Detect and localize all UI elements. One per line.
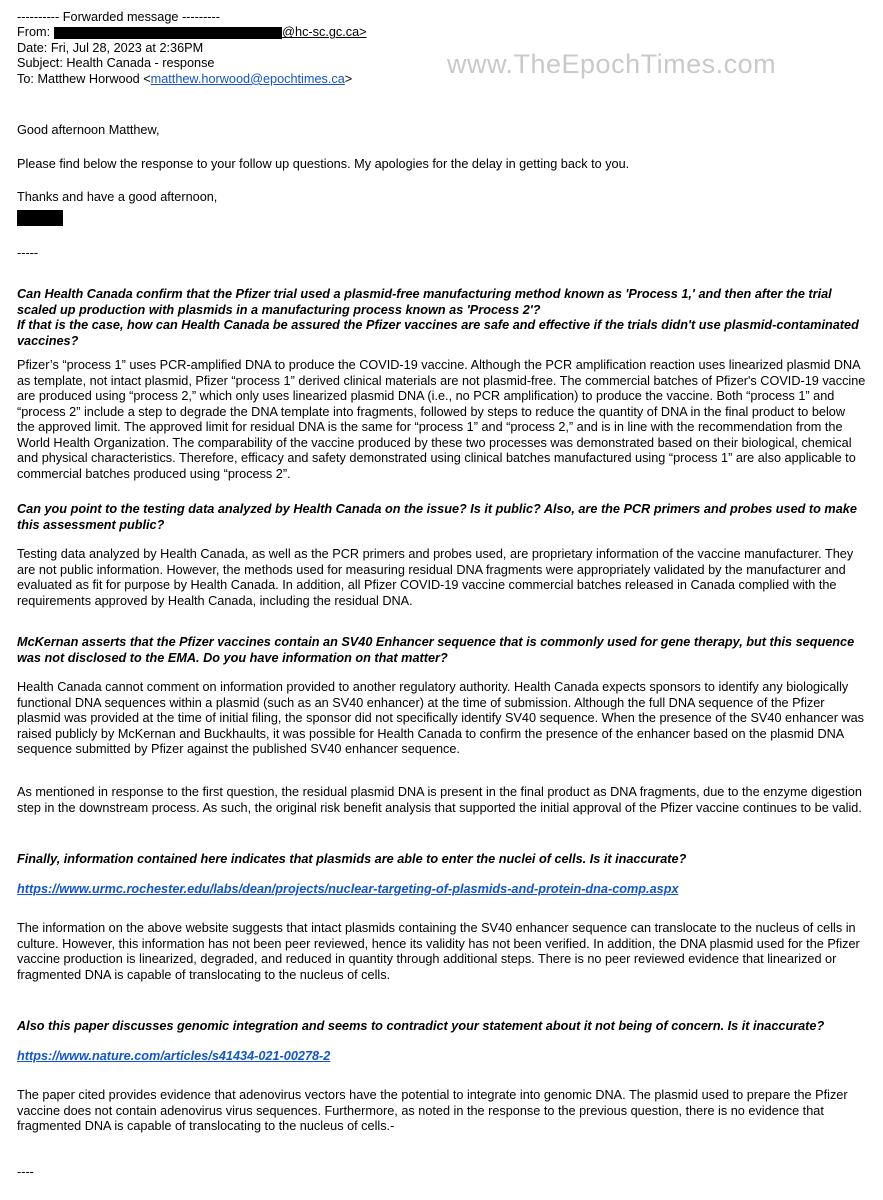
answer-2: Testing data analyzed by Health Canada, as well as the PCR primers and probes used, are proprietary information of the vaccine manufacturer. They are not public information. However, the methods used for measuring residual DNA fragments were appropriately validated by the manufacturer and evaluated as fit for purpose by Health Canada. In addition, all Pfizer COVID-19 vaccine commercial batches released in Canada complied with the requirements approved by Health Canada, including the residual DNA.	[17, 547, 854, 608]
to-line	[17, 72, 866, 87]
question-5: Also this paper discusses genomic integration and seems to contradict your statement about it not being of concern. Is it inaccurate?	[17, 1019, 825, 1034]
subject-line: Subject: Health Canada - response	[17, 56, 215, 71]
date-line: Date: Fri, Jul 28, 2023 at 2:36PM	[17, 40, 204, 55]
answer-5: The paper cited provides evidence that adenovirus vectors have the potential to integrate into genomic DNA. The plasmid used to prepare the Pfizer vaccine does not contain adenovirus virus sequences. Furthermore, as noted in the response to the previous question, there is no evidence that fragmented DNA is capable of translocating to the nucleus of cells.-	[17, 1088, 848, 1134]
question-1-part-1: Can Health Canada confirm that the Pfizer trial used a plasmid-free manufacturing method known as 'Process 1,' and then after the trial scaled up production with plasmids in a manufacturing process known as 'Process 2'?	[17, 287, 832, 317]
answer-3-continued: As mentioned in response to the first question, the residual plasmid DNA is present in the final product as DNA fragments, due to the enzyme digestion step in the downstream process. As such, the original risk benefit analysis that supported the initial approval of the Pfizer vaccine continues to be valid.	[17, 785, 862, 815]
to-email-link[interactable]: matthew.horwood@epochtimes.ca	[150, 71, 345, 86]
urmc-rochester-link[interactable]: https://www.urmc.rochester.edu/labs/dean/projects/nuclear-targeting-of-plasmids-and-protein-dna-comp.aspx	[17, 881, 679, 896]
answer-1: Pfizer’s “process 1” uses PCR-amplified DNA to produce the COVID-19 vaccine. Although the PCR amplification reaction uses linearized plasmid DNA as template, not intact plasmid, Pfizer “process 1” derived clinical materials are not plasmid-free. The commercial batches of Pfizer's COVID-19 vaccine are produced using “process 2,” which only uses linearized plasmid DNA (i.e., no PCR amplification) to produce the vaccine. Both “process 1” and “process 2” include a step to degrade the DNA template into fragments, followed by steps to reduce the quantity of DNA in the final product to below the approved limit. The approved limit for residual DNA is the same for “process 1” and “process 2,” and is in line with the recommendation from the World Health Organization. The comparability of the vaccine produced by these two processes was demonstrated based on their biological, chemical and physical characteristics. Therefore, efficacy and safety demonstrated using clinical batches manufactured using “process 1” are also applicable to commercial batches produced using “process 2”.	[17, 358, 866, 481]
from-redaction-box	[54, 27, 282, 39]
signoff: Thanks and have a good afternoon,	[17, 190, 218, 205]
greeting: Good afternoon Matthew,	[17, 123, 160, 138]
question-3: McKernan asserts that the Pfizer vaccines contain an SV40 Enhancer sequence that is commonly used for gene therapy, but this sequence was not disclosed to the EMA. Do you have information on that matter?	[17, 635, 855, 665]
from-domain: @hc-sc.gc.ca>	[282, 25, 367, 40]
answer-4: The information on the above website suggests that intact plasmids containing the SV40 enhancer sequence can translocate to the nucleus of cells in culture. However, this information has not been peer reviewed, hence its validity has not been verified. In addition, the DNA plasmid used for the Pfizer vaccine production is linearized, degraded, and reduced in quantity through additional steps. There is no peer reviewed evidence that linearized or fragmented DNA is capable of translocating to the nucleus of cells.	[17, 921, 860, 982]
to-label: To: Matthew Horwood <	[17, 71, 151, 86]
forwarded-message-label: ---------- Forwarded message ---------	[17, 10, 220, 24]
answer-3: Health Canada cannot comment on information provided to another regulatory authority. Health Canada expects sponsors to identify any biologically functional DNA sequences within a plasmid (such as an SV40 enhancer) at the time of submission. Although the full DNA sequence of the Pfizer plasmid was provided at the time of initial filing, the sponsor did not specifically identify SV40 sequence. When the presence of the SV40 enhancer was raised publicly by McKernan and Buckhaults, it was possible for Health Canada to confirm the presence of the enhancer based on the plasmid DNA sequence submitted by Pfizer against the published SV40 enhancer sequence.	[17, 680, 865, 756]
question-1-part-2: If that is the case, how can Health Canada be assured the Pfizer vaccines are safe and effective if the trials didn't use plasmid-contaminated vaccines?	[17, 318, 859, 348]
bottom-divider: ----	[17, 1164, 34, 1179]
nature-link-line	[17, 1049, 866, 1064]
intro-paragraph: Please find below the response to your follow up questions. My apologies for the delay in getting back to you.	[17, 156, 630, 171]
signature-redaction-box	[17, 210, 63, 226]
question-2: Can you point to the testing data analyzed by Health Canada on the issue? Is it public? Also, are the PCR primers and probes used to make this assessment public?	[17, 502, 857, 532]
top-divider: -----	[17, 245, 39, 260]
question-1	[17, 287, 866, 349]
urmc-link-line	[17, 882, 866, 897]
question-4: Finally, information contained here indicates that plasmids are able to enter the nuclei of cells. Is it inaccurate?	[17, 852, 687, 867]
from-line	[17, 25, 866, 40]
nature-article-link[interactable]: https://www.nature.com/articles/s41434-021-00278-2	[17, 1048, 331, 1063]
to-suffix: >	[344, 71, 353, 86]
watermark: www.TheEpochTimes.com	[447, 49, 777, 79]
from-label: From:	[17, 25, 51, 40]
